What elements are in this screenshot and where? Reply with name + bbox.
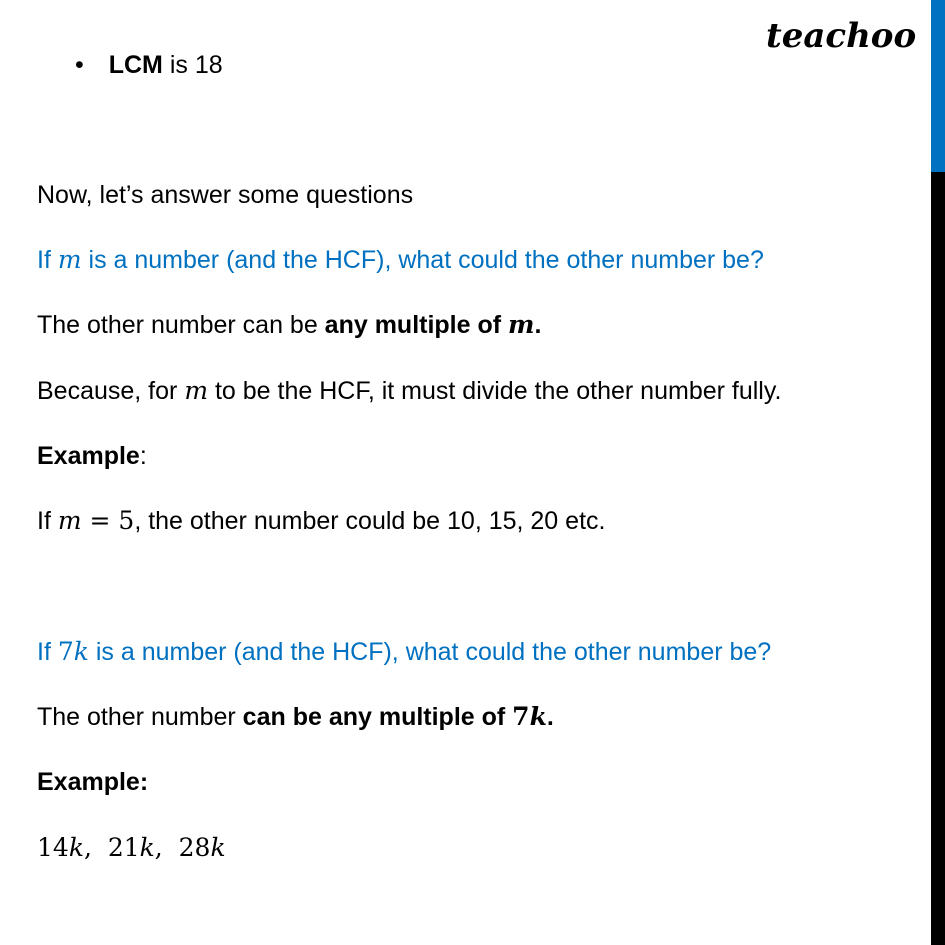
answer-2: The other number can be any multiple of 7k.	[37, 702, 554, 731]
lcm-label: LCM	[108, 51, 163, 79]
bullet-dot: •	[75, 51, 84, 79]
because-text: Because, for m to be the HCF, it must divide the other number fully.	[37, 376, 782, 405]
intro-text: Now, let’s answer some questions	[37, 181, 414, 209]
teachoo-logo: teachoo	[766, 16, 917, 56]
example-2-label: Example:	[37, 768, 149, 796]
sidebar-accent-black	[931, 172, 945, 945]
answer-1: The other number can be any multiple of m.	[37, 310, 542, 339]
example-2-values: 14k, 21k, 28k	[37, 833, 226, 862]
question-2: If 7k is a number (and the HCF), what could the other number be?	[37, 637, 772, 666]
sidebar-accent-blue	[931, 0, 945, 172]
lcm-value: is 18	[162, 51, 223, 79]
bullet-lcm	[75, 50, 223, 80]
question-1: If m is a number (and the HCF), what could the other number be?	[37, 245, 764, 274]
example-1-label: Example:	[37, 442, 147, 470]
example-1-text: If m = 5, the other number could be 10, 15, 20 etc.	[37, 506, 606, 535]
